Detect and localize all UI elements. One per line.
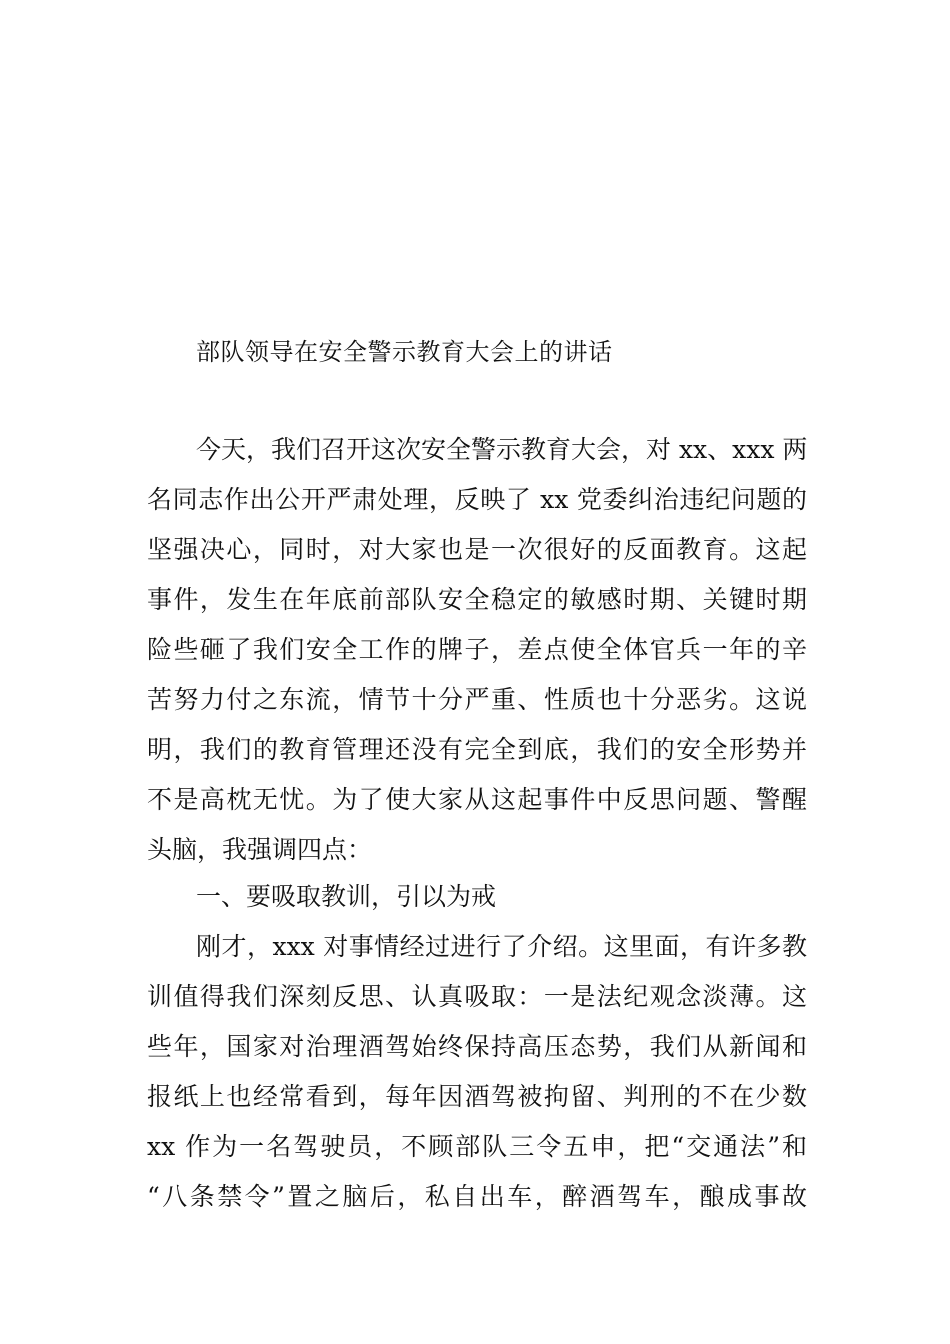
paragraph-line: 报纸上也经常看到，每年因酒驾被拘留、判刑的不在少数 bbox=[147, 1082, 807, 1111]
paragraph-line: 训值得我们深刻反思、认真吸取：一是法纪观念淡薄。这 bbox=[147, 982, 807, 1011]
paragraph-line: “八条禁令”置之脑后，私自出车，醉酒驾车，酿成事故 bbox=[147, 1182, 807, 1211]
document-title: 部队领导在安全警示教育大会上的讲话 bbox=[196, 338, 613, 366]
paragraph-line: 今天，我们召开这次安全警示教育大会，对 xx、xxx 两 bbox=[196, 435, 808, 464]
paragraph-line: 坚强决心，同时，对大家也是一次很好的反面教育。这起 bbox=[147, 535, 807, 564]
paragraph-line: 明，我们的教育管理还没有完全到底，我们的安全形势并 bbox=[147, 735, 807, 764]
paragraph-line: 苦努力付之东流，情节十分严重、性质也十分恶劣。这说 bbox=[147, 685, 807, 714]
section-heading: 一、要吸取教训，引以为戒 bbox=[196, 882, 497, 911]
paragraph-line: 事件，发生在年底前部队安全稳定的敏感时期、关键时期 bbox=[147, 585, 807, 614]
paragraph-line: 险些砸了我们安全工作的牌子，差点使全体官兵一年的辛 bbox=[147, 635, 807, 664]
paragraph-line: xx 作为一名驾驶员，不顾部队三令五申，把“交通法”和 bbox=[147, 1132, 807, 1161]
paragraph-line: 不是高枕无忧。为了使大家从这起事件中反思问题、警醒 bbox=[147, 785, 807, 814]
paragraph-line: 刚才，xxx 对事情经过进行了介绍。这里面，有许多教 bbox=[196, 932, 807, 961]
paragraph-line: 名同志作出公开严肃处理，反映了 xx 党委纠治违纪问题的 bbox=[147, 485, 807, 514]
paragraph-line: 头脑，我强调四点： bbox=[147, 835, 373, 864]
paragraph-line: 些年，国家对治理酒驾始终保持高压态势，我们从新闻和 bbox=[147, 1032, 807, 1061]
